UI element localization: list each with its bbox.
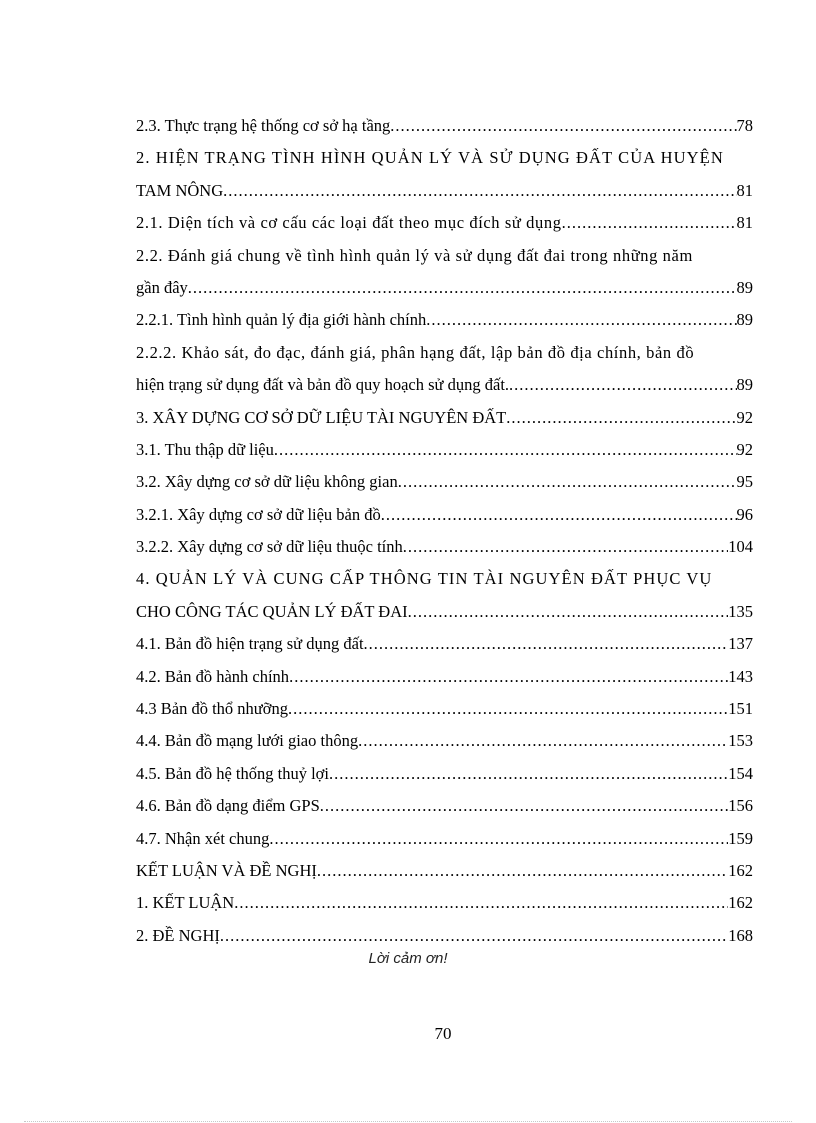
toc-entry-text: 3.1. Thu thập dữ liệu [136,439,274,459]
toc-entry-page: 104 [728,537,753,557]
toc-entry-text: 4.1. Bản đồ hiện trạng sử dụng đất [136,634,364,654]
footer-divider [24,1121,792,1122]
toc-entry [136,402,753,434]
toc-entry-text: 4.2. Bản đồ hành chính [136,666,290,686]
toc-leader-dots [274,434,737,466]
toc-entry-page: 159 [728,828,753,848]
toc-entry [136,790,753,822]
toc-entry-text: 3. XÂY DỰNG CƠ SỞ DỮ LIỆU TÀI NGUYÊN ĐẤT [136,407,507,427]
toc-leader-dots [408,596,729,628]
toc-entry [136,175,753,207]
toc-entry [136,369,753,401]
toc-entry-text: 3.2.1. Xây dựng cơ sở dữ liệu bản đồ [136,504,381,524]
toc-leader-dots [398,466,737,498]
toc-leader-dots [188,272,737,304]
toc-entry-text: 2.2.2. Khảo sát, đo đạc, đánh giá, phân hạng đất, lập bản đồ địa chính, bản đồ [136,342,695,362]
toc-leader-dots [220,920,728,952]
toc-leader-dots [234,887,728,919]
toc-entry [136,110,753,142]
toc-entry-text: 2. HIỆN TRẠNG TÌNH HÌNH QUẢN LÝ VÀ SỬ DỤNG ĐẤT CỦA HUYỆN [136,148,724,168]
toc-entry [136,693,753,725]
toc-entry [136,563,753,595]
toc-entry-text: 3.2.2. Xây dựng cơ sở dữ liệu thuộc tính [136,537,403,557]
toc-leader-dots [317,855,728,887]
toc-leader-dots [269,823,728,855]
toc-entry-page: 89 [736,310,753,330]
toc-entry-page: 156 [728,796,753,816]
toc-entry-page: 81 [736,213,753,233]
page-number: 70 [434,1024,452,1043]
toc-leader-dots [403,531,728,563]
toc-entry-page: 151 [728,699,753,719]
toc-leader-dots [381,499,737,531]
toc-entry [136,887,753,919]
toc-entry [136,434,753,466]
toc-entry-text: CHO CÔNG TÁC QUẢN LÝ ĐẤT ĐAI [136,601,408,621]
toc-entry-page: 162 [728,860,753,880]
toc-entry [136,207,753,239]
toc-entry [136,466,753,498]
toc-entry [136,855,753,887]
toc-entry-text: 4.3 Bản đồ thổ nhưỡng [136,699,288,719]
toc-entry-text: 4.6. Bản đồ dạng điểm GPS [136,796,320,816]
toc-entry-text: 2.2. Đánh giá chung về tình hình quản lý và sử dụng đất đai trong những năm [136,245,693,265]
toc-entry-page: 81 [736,180,753,200]
toc-entry-page: 92 [736,439,753,459]
toc-leader-dots [358,725,728,757]
toc-leader-dots [562,207,737,239]
table-of-contents [136,110,753,952]
toc-entry-text: 4. QUẢN LÝ VÀ CUNG CẤP THÔNG TIN TÀI NGUYÊN ĐẤT PHỤC VỤ [136,569,713,589]
toc-entry [136,531,753,563]
thanks-note: Lời cảm ơn! [368,950,448,967]
toc-entry [136,142,753,174]
toc-leader-dots [509,369,736,401]
toc-entry [136,240,753,272]
toc-entry-text: TAM NÔNG [136,180,224,200]
toc-entry-text: 2.1. Diện tích và cơ cấu các loại đất theo mục đích sử dụng [136,213,562,233]
toc-leader-dots [390,110,736,142]
toc-entry-page: 137 [728,634,753,654]
toc-entry [136,272,753,304]
toc-entry [136,920,753,952]
toc-entry [136,596,753,628]
toc-entry-text: gần đây [136,277,188,297]
toc-leader-dots [364,628,729,660]
toc-leader-dots [223,175,736,207]
toc-entry-text: 4.7. Nhận xét chung [136,828,270,848]
toc-entry-page: 135 [728,601,753,621]
toc-entry [136,304,753,336]
toc-leader-dots [289,661,728,693]
toc-entry [136,337,753,369]
toc-entry-text: 1. KẾT LUẬN [136,893,235,913]
toc-leader-dots [320,790,728,822]
toc-entry-text: KẾT LUẬN VÀ ĐỀ NGHỊ [136,860,317,880]
toc-entry-text: 4.5. Bản đồ hệ thống thuỷ lợi [136,763,329,783]
toc-entry [136,661,753,693]
toc-entry-text: 4.4. Bản đồ mạng lưới giao thông [136,731,359,751]
toc-entry-text: 2.3. Thực trạng hệ thống cơ sở hạ tầng [136,116,391,135]
toc-entry-page: 153 [728,731,753,751]
toc-entry-page: 162 [728,893,753,913]
toc-entry-page: 92 [736,407,753,427]
toc-entry-text: 2. ĐỀ NGHỊ [136,925,220,945]
toc-entry [136,823,753,855]
toc-entry-page: 89 [736,277,753,297]
toc-entry [136,628,753,660]
toc-entry-page: 78 [736,116,753,135]
toc-leader-dots [288,693,728,725]
toc-leader-dots [426,304,736,336]
toc-entry-page: 95 [736,472,753,492]
toc-entry-text: hiện trạng sử dụng đất và bản đồ quy hoạch sử dụng đất. [136,375,510,395]
toc-leader-dots [506,402,736,434]
toc-entry-page: 89 [736,375,753,395]
toc-entry-text: 2.2.1. Tình hình quản lý địa giới hành chính [136,310,427,330]
toc-entry-page: 143 [728,666,753,686]
toc-entry-page: 168 [728,925,753,945]
toc-entry [136,725,753,757]
toc-leader-dots [329,758,728,790]
toc-entry-text: 3.2. Xây dựng cơ sở dữ liệu không gian [136,472,398,492]
toc-entry-page: 154 [728,763,753,783]
toc-entry-page: 96 [736,504,753,524]
toc-entry [136,758,753,790]
toc-entry [136,499,753,531]
